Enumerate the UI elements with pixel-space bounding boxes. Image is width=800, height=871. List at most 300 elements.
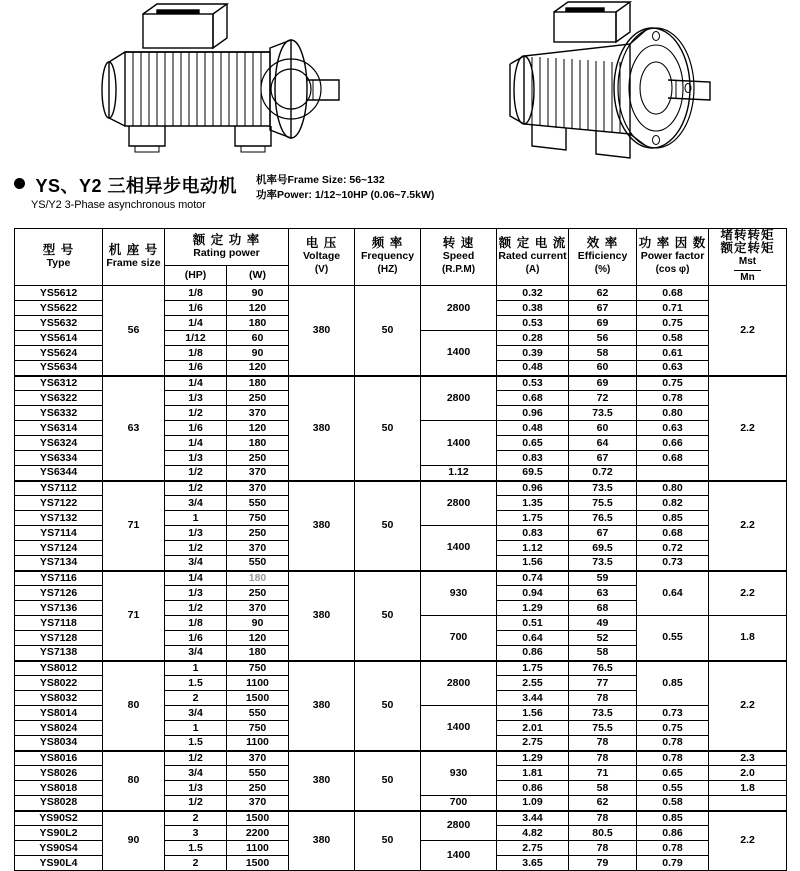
cell-power-hp: 1/6 [165, 421, 227, 436]
cell-frequency: 50 [355, 376, 421, 481]
header-pf-cn: 功 率 因 数 [638, 235, 707, 250]
title-english: YS/Y2 3-Phase asynchronous motor [31, 199, 206, 211]
cell-power-hp: 1.5 [165, 841, 227, 856]
cell-type: YS5624 [15, 346, 103, 361]
cell-power-factor: 0.72 [569, 466, 637, 481]
header-speed-unit: (R.P.M) [441, 263, 476, 275]
cell-power-w: 180 [227, 316, 289, 331]
header-eff-en: Efficiency [577, 249, 628, 262]
cell-efficiency: 60 [569, 361, 637, 376]
table-body [15, 286, 787, 871]
header-current-unit: (A) [525, 263, 540, 275]
cell-efficiency: 73.5 [569, 706, 637, 721]
cell-type: YS8032 [15, 691, 103, 706]
title-chinese: YS、Y2 三相异步电动机 [35, 176, 237, 196]
cell-speed: 2800 [421, 661, 497, 706]
cell-power-factor: 0.78 [637, 841, 709, 856]
cell-efficiency: 68 [569, 601, 637, 616]
cell-power-hp: 3/4 [165, 646, 227, 661]
cell-rated-current: 1.81 [497, 766, 569, 781]
cell-efficiency: 78 [569, 691, 637, 706]
cell-power-w: 550 [227, 766, 289, 781]
cell-power-hp: 1/4 [165, 436, 227, 451]
cell-power-w: 180 [227, 571, 289, 586]
cell-speed: 930 [421, 751, 497, 796]
cell-power-hp: 1/8 [165, 346, 227, 361]
cell-type: YS8026 [15, 766, 103, 781]
cell-power-factor: 0.78 [637, 736, 709, 751]
cell-rated-current: 2.75 [497, 841, 569, 856]
cell-type: YS8028 [15, 796, 103, 811]
power-range-note: 功率Power: 1/12~10HP (0.06~7.5kW) [256, 189, 435, 201]
table-header [15, 229, 787, 286]
cell-type: YS5614 [15, 331, 103, 346]
cell-type: YS8034 [15, 736, 103, 751]
cell-speed: 2800 [421, 481, 497, 526]
cell-power-w: 1500 [227, 691, 289, 706]
cell-power-hp: 1/4 [165, 376, 227, 391]
cell-power-w: 180 [227, 376, 289, 391]
cell-type: YS8018 [15, 781, 103, 796]
cell-rated-current: 0.74 [497, 571, 569, 586]
cell-rated-current: 1.35 [497, 496, 569, 511]
cell-frequency: 50 [355, 481, 421, 571]
cell-power-w: 550 [227, 706, 289, 721]
cell-rated-current: 0.48 [497, 421, 569, 436]
cell-rated-current: 0.83 [497, 451, 569, 466]
cell-speed: 1400 [421, 706, 497, 751]
cell-speed: 700 [421, 616, 497, 661]
cell-efficiency: 52 [569, 631, 637, 646]
cell-efficiency: 58 [569, 346, 637, 361]
cell-speed: 2800 [421, 286, 497, 331]
cell-power-hp: 3/4 [165, 556, 227, 571]
header-eff-unit: (%) [594, 263, 611, 275]
cell-power-factor: 0.58 [637, 331, 709, 346]
cell-torque-ratio: 2.2 [709, 661, 787, 751]
cell-type: YS7136 [15, 601, 103, 616]
cell-rated-current: 3.65 [497, 856, 569, 871]
cell-rated-current: 1.12 [421, 466, 497, 481]
cell-power-w: 250 [227, 781, 289, 796]
header-freq-cn: 频 率 [371, 235, 404, 250]
cell-efficiency: 78 [569, 751, 637, 766]
header-torque-en1: Mst [738, 256, 757, 267]
header-type-en: Type [46, 257, 71, 269]
cell-frame-size: 90 [103, 811, 165, 871]
cell-rated-current: 0.86 [497, 781, 569, 796]
cell-type: YS8014 [15, 706, 103, 721]
cell-frame-size: 56 [103, 286, 165, 376]
cell-frame-size: 63 [103, 376, 165, 481]
cell-voltage: 380 [289, 376, 355, 481]
cell-power-hp: 1/2 [165, 481, 227, 496]
header-voltage-cn: 电 压 [305, 235, 338, 250]
cell-power-factor: 0.61 [637, 346, 709, 361]
cell-power-w: 250 [227, 586, 289, 601]
cell-rated-current: 4.82 [497, 826, 569, 841]
cell-power-factor: 0.68 [637, 286, 709, 301]
header-speed-cn: 转 速 [442, 235, 475, 250]
cell-efficiency: 64 [569, 436, 637, 451]
cell-power-factor: 0.80 [637, 481, 709, 496]
cell-speed: 2800 [421, 811, 497, 841]
cell-speed: 700 [421, 796, 497, 811]
header-rating-power [165, 229, 289, 266]
cell-power-factor: 0.55 [637, 781, 709, 796]
cell-power-hp: 3/4 [165, 496, 227, 511]
cell-power-w: 60 [227, 331, 289, 346]
cell-power-w: 550 [227, 556, 289, 571]
cell-power-factor: 0.58 [637, 796, 709, 811]
motor-angled-view-illustration [480, 0, 730, 170]
header-power-hp: (HP) [165, 265, 227, 285]
cell-efficiency: 62 [569, 796, 637, 811]
cell-power-hp: 3 [165, 826, 227, 841]
cell-power-factor: 0.85 [637, 661, 709, 706]
header-torque-ratio [709, 229, 787, 286]
cell-power-hp: 1/2 [165, 796, 227, 811]
cell-rated-current: 0.53 [497, 376, 569, 391]
cell-power-factor: 0.79 [637, 856, 709, 871]
cell-voltage: 380 [289, 571, 355, 661]
cell-efficiency: 80.5 [569, 826, 637, 841]
cell-frequency: 50 [355, 571, 421, 661]
cell-efficiency: 58 [569, 781, 637, 796]
cell-frequency: 50 [355, 286, 421, 376]
cell-type: YS5632 [15, 316, 103, 331]
cell-type: YS7112 [15, 481, 103, 496]
cell-power-w: 1100 [227, 736, 289, 751]
header-current-cn: 额 定 电 流 [498, 235, 567, 250]
cell-power-factor: 0.80 [637, 406, 709, 421]
header-frame-en: Frame size [106, 257, 161, 269]
header-speed-en: Speed [442, 249, 475, 262]
cell-rated-current: 0.48 [497, 361, 569, 376]
cell-power-w: 370 [227, 796, 289, 811]
cell-speed: 930 [421, 571, 497, 616]
cell-efficiency: 49 [569, 616, 637, 631]
cell-power-hp: 1/2 [165, 406, 227, 421]
cell-type: YS6334 [15, 451, 103, 466]
specification-table [14, 228, 787, 871]
cell-efficiency: 62 [569, 286, 637, 301]
header-torque-cn2: 额定转矩 [720, 241, 775, 255]
cell-torque-ratio: 1.8 [709, 781, 787, 796]
cell-efficiency: 69.5 [497, 466, 569, 481]
cell-type: YS90L2 [15, 826, 103, 841]
cell-type: YS6332 [15, 406, 103, 421]
cell-efficiency: 76.5 [569, 661, 637, 676]
cell-torque-ratio: 2.2 [709, 286, 787, 376]
cell-type: YS7132 [15, 511, 103, 526]
cell-efficiency: 69.5 [569, 541, 637, 556]
cell-power-hp: 1.5 [165, 736, 227, 751]
cell-power-w: 120 [227, 631, 289, 646]
header-current-en: Rated current [498, 249, 567, 262]
cell-type: YS7138 [15, 646, 103, 661]
cell-power-hp: 1/8 [165, 286, 227, 301]
cell-power-hp: 1/3 [165, 586, 227, 601]
cell-type: YS7114 [15, 526, 103, 541]
cell-power-w: 250 [227, 391, 289, 406]
cell-type: YS7128 [15, 631, 103, 646]
cell-power-factor: 0.64 [637, 571, 709, 616]
cell-power-w: 370 [227, 481, 289, 496]
cell-speed: 1400 [421, 526, 497, 571]
table-row [15, 481, 787, 496]
cell-type: YS7116 [15, 571, 103, 586]
cell-frequency: 50 [355, 751, 421, 811]
cell-torque-ratio: 1.8 [709, 616, 787, 661]
cell-power-factor: 0.73 [637, 706, 709, 721]
cell-type: YS5622 [15, 301, 103, 316]
cell-rated-current: 0.64 [497, 631, 569, 646]
cell-power-w: 370 [227, 406, 289, 421]
table-row [15, 751, 787, 766]
cell-efficiency: 69 [569, 376, 637, 391]
cell-power-factor: 0.78 [637, 751, 709, 766]
cell-rated-current: 2.55 [497, 676, 569, 691]
cell-rated-current: 3.44 [497, 811, 569, 826]
cell-power-factor: 0.86 [637, 826, 709, 841]
cell-efficiency: 56 [569, 331, 637, 346]
table-row [15, 571, 787, 586]
header-type-cn: 型 号 [42, 243, 75, 257]
header-voltage-en: Voltage [302, 249, 341, 262]
cell-power-factor: 0.78 [637, 391, 709, 406]
cell-rated-current: 2.01 [497, 721, 569, 736]
cell-type: YS6312 [15, 376, 103, 391]
cell-efficiency: 67 [569, 526, 637, 541]
cell-power-hp: 3/4 [165, 706, 227, 721]
cell-type: YS90S4 [15, 841, 103, 856]
cell-rated-current: 0.65 [497, 436, 569, 451]
cell-torque-ratio: 2.3 [709, 751, 787, 766]
cell-rated-current: 0.94 [497, 586, 569, 601]
cell-rated-current: 0.83 [497, 526, 569, 541]
cell-power-hp: 1/2 [165, 751, 227, 766]
cell-rated-current: 1.56 [497, 556, 569, 571]
cell-rated-current: 1.56 [497, 706, 569, 721]
cell-power-hp: 2 [165, 811, 227, 826]
cell-frame-size: 71 [103, 571, 165, 661]
cell-power-hp: 1 [165, 661, 227, 676]
cell-frame-size: 71 [103, 481, 165, 571]
cell-power-hp: 1/2 [165, 466, 227, 481]
header-frequency [355, 229, 421, 286]
cell-type: YS7134 [15, 556, 103, 571]
cell-rated-current: 0.53 [497, 316, 569, 331]
cell-torque-ratio: 2.2 [709, 811, 787, 871]
cell-type: YS6314 [15, 421, 103, 436]
cell-rated-current: 0.32 [497, 286, 569, 301]
header-torque-cn1: 堵转转矩 [720, 228, 775, 242]
cell-type: YS8024 [15, 721, 103, 736]
cell-speed: 1400 [421, 331, 497, 376]
cell-type: YS8022 [15, 676, 103, 691]
cell-efficiency: 73.5 [569, 556, 637, 571]
cell-voltage: 380 [289, 286, 355, 376]
cell-torque-ratio [709, 796, 787, 811]
cell-power-factor: 0.75 [637, 721, 709, 736]
header-pf-unit: (cos φ) [655, 263, 690, 275]
cell-power-w: 90 [227, 616, 289, 631]
header-type [15, 229, 103, 286]
cell-power-factor: 0.85 [637, 511, 709, 526]
cell-rated-current: 3.44 [497, 691, 569, 706]
cell-type: YS6324 [15, 436, 103, 451]
cell-power-w: 120 [227, 421, 289, 436]
cell-power-factor: 0.66 [637, 436, 709, 451]
cell-power-hp: 1/4 [165, 316, 227, 331]
cell-power-factor: 0.68 [637, 526, 709, 541]
cell-efficiency: 78 [569, 841, 637, 856]
cell-power-hp: 1/3 [165, 451, 227, 466]
header-torque-en2: Mn [734, 270, 760, 285]
cell-power-w: 250 [227, 451, 289, 466]
cell-power-hp: 1/2 [165, 541, 227, 556]
cell-efficiency: 77 [569, 676, 637, 691]
cell-type: YS8012 [15, 661, 103, 676]
cell-voltage: 380 [289, 751, 355, 811]
cell-efficiency: 69 [569, 316, 637, 331]
cell-power-hp: 1/3 [165, 391, 227, 406]
cell-power-hp: 2 [165, 856, 227, 871]
cell-efficiency: 60 [569, 421, 637, 436]
cell-power-w: 180 [227, 646, 289, 661]
cell-power-w: 1100 [227, 676, 289, 691]
cell-type: YS6322 [15, 391, 103, 406]
cell-power-hp: 1/3 [165, 526, 227, 541]
cell-efficiency: 72 [569, 391, 637, 406]
cell-power-w: 120 [227, 301, 289, 316]
cell-type: YS7118 [15, 616, 103, 631]
cell-torque-ratio: 2.2 [709, 571, 787, 616]
cell-voltage: 380 [289, 811, 355, 871]
cell-power-hp: 1/8 [165, 616, 227, 631]
header-rated-current [497, 229, 569, 286]
cell-power-hp: 1 [165, 511, 227, 526]
cell-efficiency: 67 [569, 301, 637, 316]
cell-efficiency: 75.5 [569, 496, 637, 511]
cell-torque-ratio: 2.2 [709, 376, 787, 481]
header-power-w: (W) [227, 265, 289, 285]
header-frame-cn: 机 座 号 [108, 243, 159, 257]
header-frame-size [103, 229, 165, 286]
cell-power-factor: 0.55 [637, 616, 709, 661]
table-row [15, 286, 787, 301]
cell-power-factor: 0.85 [637, 811, 709, 826]
cell-efficiency: 58 [569, 646, 637, 661]
cell-type: YS7126 [15, 586, 103, 601]
cell-type: YS90L4 [15, 856, 103, 871]
cell-efficiency: 79 [569, 856, 637, 871]
cell-efficiency: 73.5 [569, 481, 637, 496]
cell-power-factor: 0.65 [637, 766, 709, 781]
cell-rated-current: 1.09 [497, 796, 569, 811]
cell-power-hp: 2 [165, 691, 227, 706]
cell-power-w: 1100 [227, 841, 289, 856]
header-eff-cn: 效 率 [586, 235, 619, 250]
cell-power-hp: 1/2 [165, 601, 227, 616]
cell-power-factor: 0.75 [637, 376, 709, 391]
cell-power-w: 2200 [227, 826, 289, 841]
table-row [15, 661, 787, 676]
cell-rated-current: 0.86 [497, 646, 569, 661]
cell-power-w: 550 [227, 496, 289, 511]
cell-power-w: 1500 [227, 856, 289, 871]
cell-power-w: 750 [227, 511, 289, 526]
cell-power-hp: 1/4 [165, 571, 227, 586]
cell-torque-ratio: 2.2 [709, 481, 787, 571]
cell-type: YS7122 [15, 496, 103, 511]
cell-frequency: 50 [355, 661, 421, 751]
cell-efficiency: 75.5 [569, 721, 637, 736]
cell-power-w: 90 [227, 286, 289, 301]
header-freq-unit: (HZ) [377, 263, 398, 275]
cell-power-hp: 1/3 [165, 781, 227, 796]
cell-rated-current: 1.75 [497, 661, 569, 676]
cell-rated-current: 1.12 [497, 541, 569, 556]
cell-power-factor: 0.68 [637, 451, 709, 466]
cell-rated-current: 0.51 [497, 616, 569, 631]
cell-efficiency: 67 [569, 451, 637, 466]
cell-power-factor: 0.75 [637, 316, 709, 331]
cell-power-factor: 0.72 [637, 541, 709, 556]
cell-power-factor: 0.63 [637, 361, 709, 376]
table-row [15, 811, 787, 826]
cell-power-hp: 1 [165, 721, 227, 736]
cell-power-w: 750 [227, 661, 289, 676]
motor-side-view-illustration [95, 0, 345, 170]
cell-power-w: 370 [227, 601, 289, 616]
cell-efficiency: 73.5 [569, 406, 637, 421]
cell-power-w: 180 [227, 436, 289, 451]
header-freq-en: Frequency [360, 249, 415, 262]
header-power-cn: 额 定 功 率 [192, 232, 261, 247]
table-row [15, 376, 787, 391]
cell-power-w: 120 [227, 361, 289, 376]
cell-power-factor: 0.82 [637, 496, 709, 511]
cell-rated-current: 1.29 [497, 751, 569, 766]
header-efficiency [569, 229, 637, 286]
cell-power-w: 250 [227, 526, 289, 541]
cell-type: YS8016 [15, 751, 103, 766]
cell-power-w: 370 [227, 751, 289, 766]
cell-rated-current: 0.96 [497, 481, 569, 496]
cell-power-w: 750 [227, 721, 289, 736]
cell-rated-current: 2.75 [497, 736, 569, 751]
cell-rated-current: 0.28 [497, 331, 569, 346]
cell-frame-size: 80 [103, 751, 165, 811]
cell-type: YS90S2 [15, 811, 103, 826]
cell-power-w: 90 [227, 346, 289, 361]
cell-power-factor: 0.63 [637, 421, 709, 436]
cell-power-hp: 1.5 [165, 676, 227, 691]
header-voltage-unit: (V) [314, 263, 329, 275]
header-power-factor [637, 229, 709, 286]
cell-frequency: 50 [355, 811, 421, 871]
cell-power-w: 370 [227, 466, 289, 481]
cell-torque-ratio: 2.0 [709, 766, 787, 781]
cell-rated-current: 0.96 [497, 406, 569, 421]
title-side-notes [256, 173, 434, 203]
cell-speed: 1400 [421, 421, 497, 466]
cell-efficiency: 78 [569, 811, 637, 826]
cell-power-factor: 0.71 [637, 301, 709, 316]
cell-power-hp: 1/6 [165, 301, 227, 316]
